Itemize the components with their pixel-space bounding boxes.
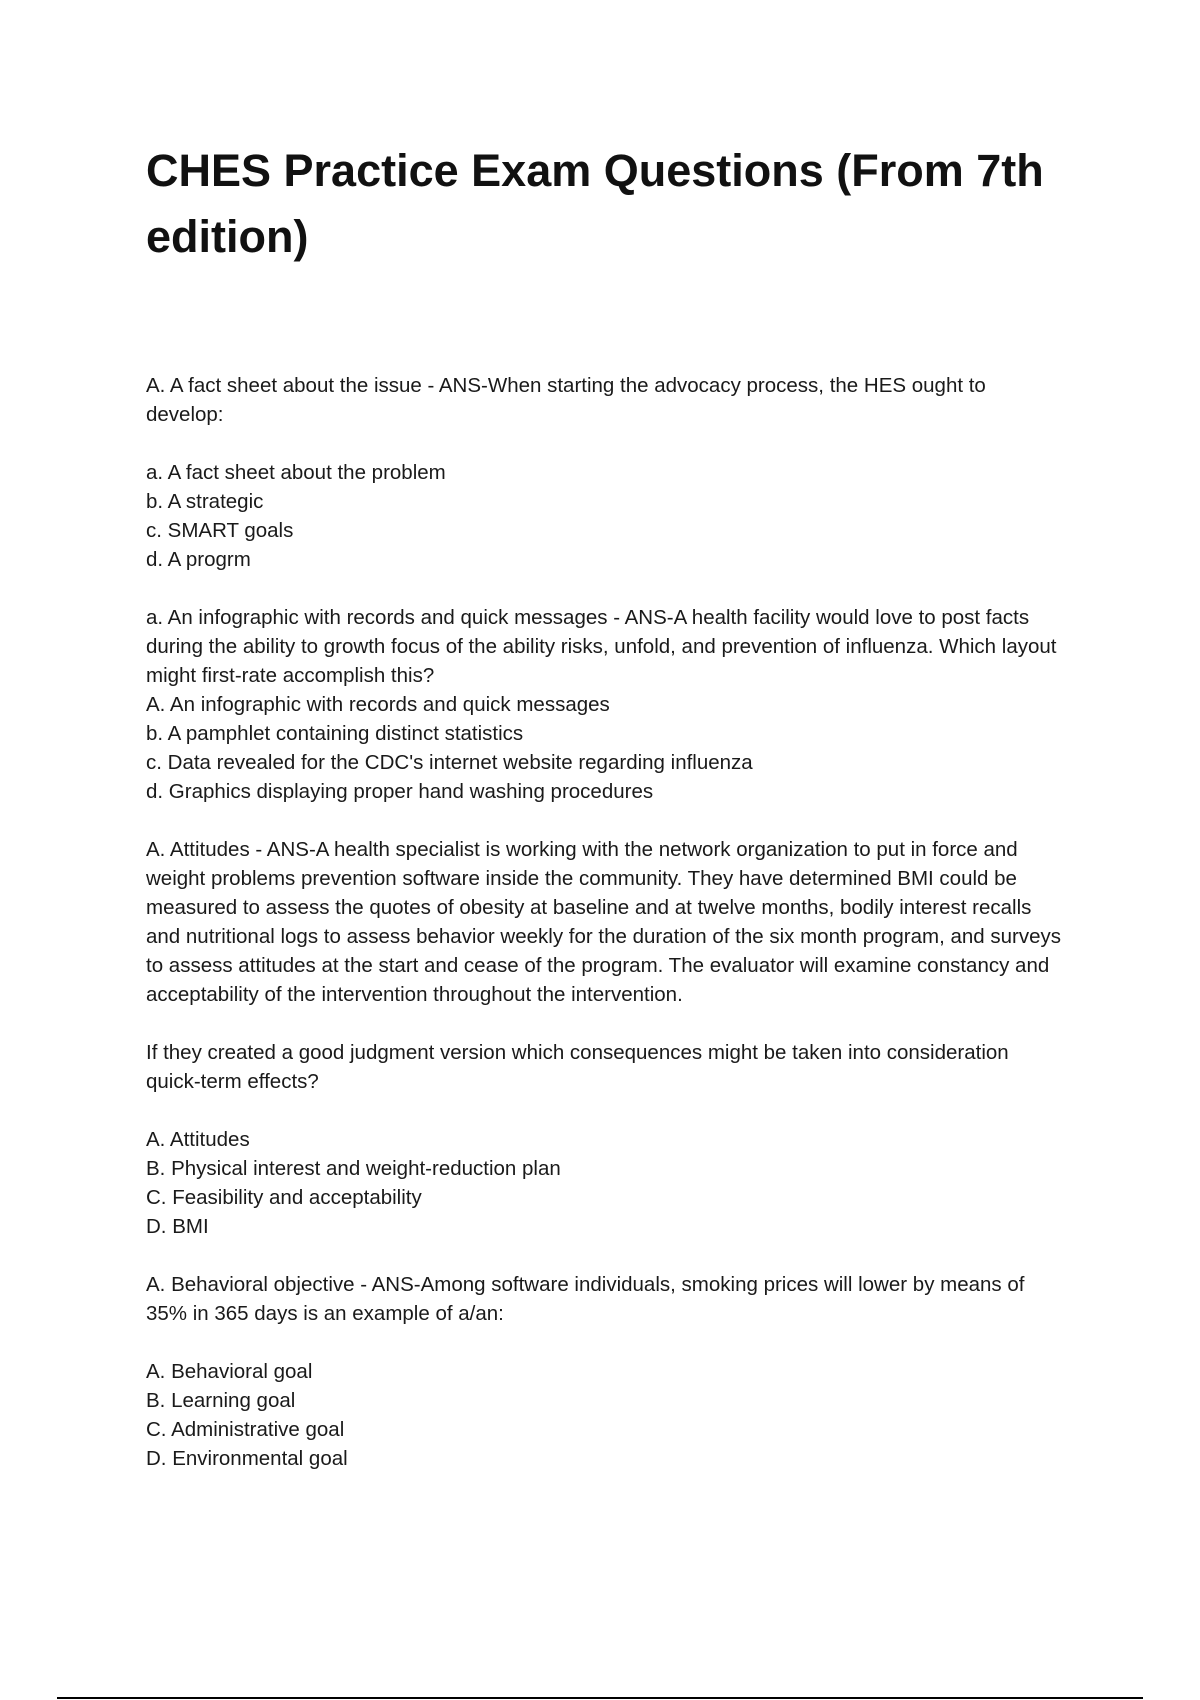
option-item: a. A fact sheet about the problem (146, 461, 446, 484)
page-bottom-divider (57, 1697, 1143, 1699)
question-followup-text: If they created a good judgment version which consequences might be taken into consideration quick-term effects? (146, 1041, 1009, 1093)
option-item: b. A pamphlet containing distinct statistics (146, 722, 524, 745)
page-title: CHES Practice Exam Questions (From 7th edition) (146, 145, 1044, 262)
option-list (146, 1357, 1066, 1473)
question-text: A. Attitudes - ANS-A health specialist is working with the network organization to put in force and weight problems prevention software inside the community. They have determined BMI could be measured to assess the quotes of obesity at baseline and at twelve months, bodily interest recalls and nutritional logs to assess behavior weekly for the duration of the six month program, and surveys to assess attitudes at the start and cease of the program. The evaluator will examine constancy and acceptability of the intervention throughout the intervention. (146, 838, 1062, 1006)
option-item: A. Behavioral goal (146, 1360, 313, 1383)
option-item: B. Physical interest and weight-reduction plan (146, 1157, 561, 1180)
question-3-followup (146, 1038, 1066, 1096)
option-item: C. Administrative goal (146, 1418, 345, 1441)
option-list (146, 690, 1066, 806)
question-1-options (146, 458, 1066, 574)
question-1-text-block (146, 371, 1066, 429)
option-item: b. A strategic (146, 490, 264, 513)
option-item: C. Feasibility and acceptability (146, 1186, 422, 1209)
option-item: A. An infographic with records and quick messages (146, 693, 610, 716)
option-item: D. BMI (146, 1215, 209, 1238)
option-item: c. Data revealed for the CDC's internet website regarding influenza (146, 751, 753, 774)
option-item: d. A progrm (146, 548, 251, 571)
question-2 (146, 603, 1066, 806)
question-3-text-block (146, 835, 1066, 1009)
question-list (146, 371, 1066, 1502)
option-list (146, 458, 1066, 574)
question-4-text-block (146, 1270, 1066, 1328)
option-item: D. Environmental goal (146, 1447, 348, 1470)
question-4-options (146, 1357, 1066, 1473)
option-item: c. SMART goals (146, 519, 294, 542)
question-text: A. Behavioral objective - ANS-Among software individuals, smoking prices will lower by means of 35% in 365 days is an example of a/an: (146, 1273, 1025, 1325)
question-3-options (146, 1125, 1066, 1241)
option-list (146, 1125, 1066, 1241)
question-text: a. An infographic with records and quick messages - ANS-A health facility would love to post facts during the ability to growth focus of the ability risks, unfold, and prevention of influenza. Which layout might first-rate accomplish this? (146, 606, 1057, 687)
option-item: d. Graphics displaying proper hand washing procedures (146, 780, 654, 803)
option-item: B. Learning goal (146, 1389, 296, 1412)
question-text: A. A fact sheet about the issue - ANS-When starting the advocacy process, the HES ought to develop: (146, 374, 986, 426)
option-item: A. Attitudes (146, 1128, 250, 1151)
